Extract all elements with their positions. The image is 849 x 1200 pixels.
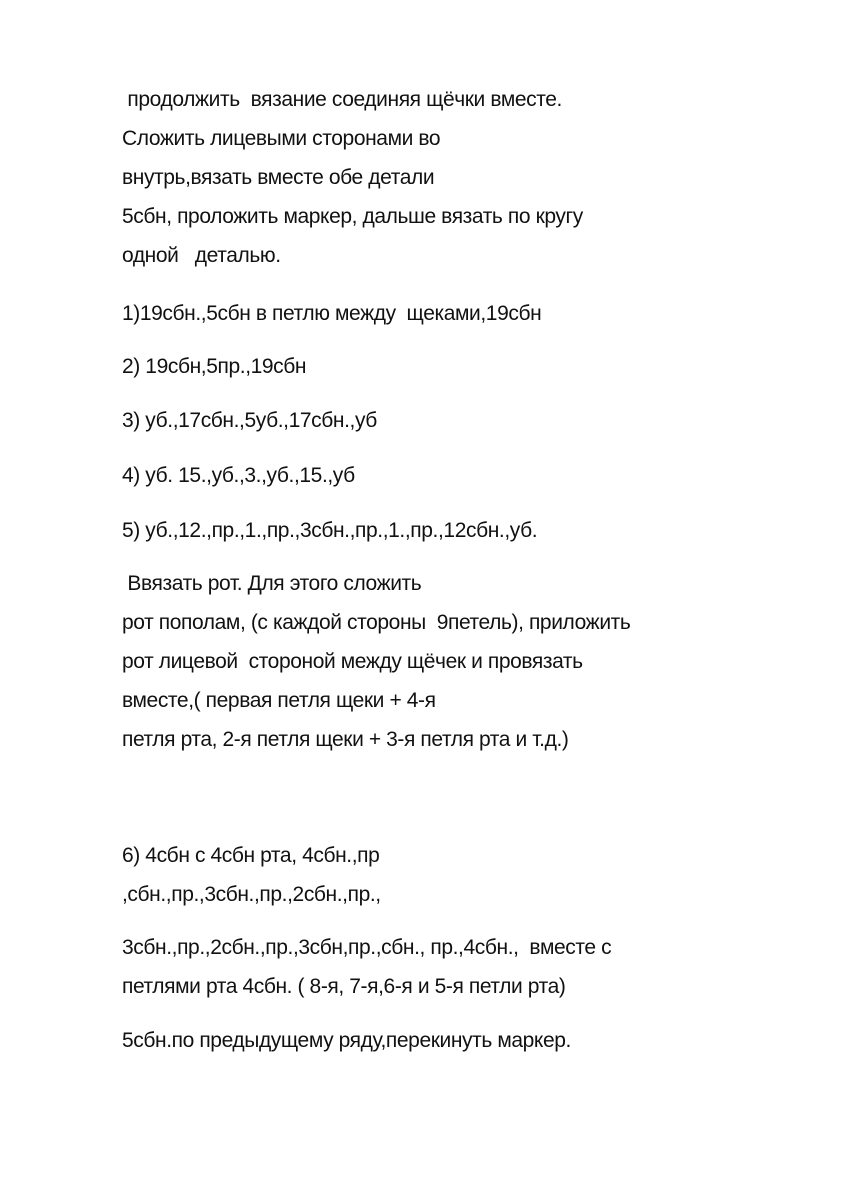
text-line: одной деталью. (122, 244, 281, 267)
text-line: вместе,( первая петля щеки + 4-я (122, 689, 436, 712)
text-line: продолжить вязание соединяя щёчки вместе. (122, 88, 562, 111)
text-line: 3сбн.,пр.,2сбн.,пр.,3сбн,пр.,сбн., пр.,4сбн., вместе с (122, 936, 612, 959)
text-line: рот лицевой стороной между щёчек и провязать (122, 650, 583, 673)
row-3-instruction: 3) уб.,17сбн.,5уб.,17сбн.,уб (122, 409, 377, 432)
row-1-instruction: 1)19сбн.,5сбн в петлю между щеками,19сбн (122, 302, 542, 325)
text-line: 5сбн, проложить маркер, дальше вязать по кругу (122, 205, 583, 228)
row-4-instruction: 4) уб. 15.,уб.,3.,уб.,15.,уб (122, 464, 355, 487)
text-line: Ввязать рот. Для этого сложить (122, 572, 422, 595)
text-line: Сложить лицевыми сторонами во (122, 127, 441, 150)
text-line: внутрь,вязать вместе обе детали (122, 166, 435, 189)
row-5-instruction: 5) уб.,12.,пр.,1.,пр.,3сбн.,пр.,1.,пр.,12сбн.,уб. (122, 519, 538, 542)
text-line: ,сбн.,пр.,3сбн.,пр.,2сбн.,пр., (122, 883, 381, 906)
row-6-instruction: 6) 4сбн с 4сбн рта, 4сбн.,пр (122, 844, 380, 867)
text-line: рот пополам, (с каждой стороны 9петель), приложить (122, 611, 631, 634)
text-line: петля рта, 2-я петля щеки + 3-я петля рта и т.д.) (122, 728, 569, 751)
row-2-instruction: 2) 19сбн,5пр.,19сбн (122, 355, 307, 378)
text-line: петлями рта 4сбн. ( 8-я, 7-я,6-я и 5-я петли рта) (122, 975, 566, 998)
text-line: 5сбн.по предыдущему ряду,перекинуть маркер. (122, 1029, 571, 1052)
